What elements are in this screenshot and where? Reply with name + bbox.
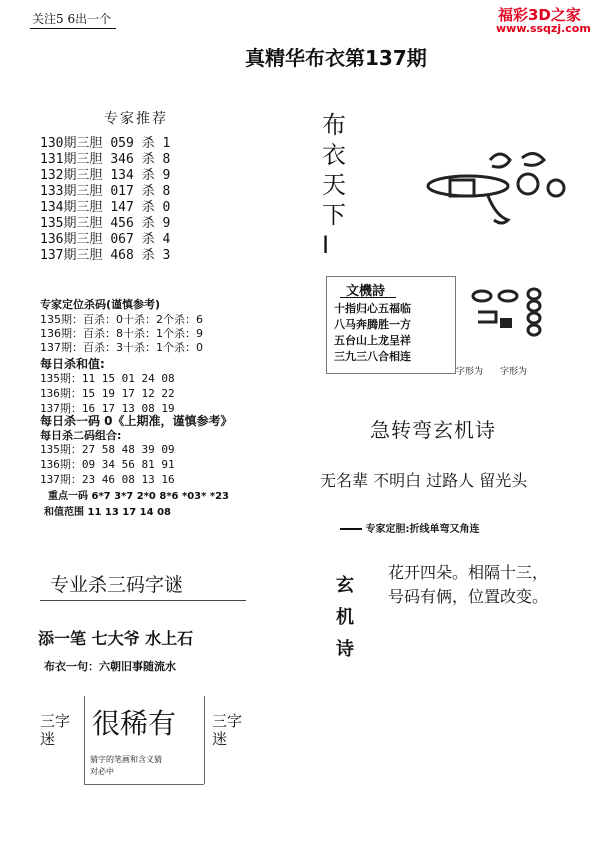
urgent-phrase: 无名辈 不明白 过路人 留光头 xyxy=(320,471,528,490)
riddle-line: 添一笔 七大爷 水上石 xyxy=(38,629,194,648)
main-title: 真精华布衣第137期 xyxy=(245,46,427,70)
wenji-title-underline xyxy=(340,297,396,298)
expert-dan-line: 专家定胆:折线单弯又角连 xyxy=(340,520,479,535)
positioning-heading: 专家定位杀码(谨慎参考) xyxy=(40,298,161,311)
riddle-heading: 专业杀三码字谜 xyxy=(50,574,184,596)
wenji-line: 八马奔腾胜一方 xyxy=(334,318,411,331)
expert-row: 136期三胆 067 杀 4 xyxy=(40,232,171,247)
expert-row: 133期三胆 017 杀 8 xyxy=(40,184,171,199)
glyph-stroke xyxy=(488,196,508,223)
expert-row: 137期三胆 468 杀 3 xyxy=(40,248,171,263)
wenji-caption-left: 字形为 xyxy=(456,367,484,377)
positioning-row: 136期：百杀：8十杀：1个杀：9 xyxy=(40,327,203,340)
buyi-tianxia-vertical: 布衣天下I xyxy=(322,111,346,259)
dash-divider xyxy=(340,528,362,530)
glyph-stroke xyxy=(548,180,564,196)
riddle-box-right-rule xyxy=(204,696,205,784)
watermark-url: www.ssqzj.com xyxy=(496,22,591,35)
expert-row: 132期三胆 134 杀 9 xyxy=(40,168,171,183)
two-code-row: 137期：23 46 08 13 16 xyxy=(40,473,175,486)
sum-range: 和值范围 11 13 17 14 08 xyxy=(44,507,171,518)
expert-row: 135期三胆 456 杀 9 xyxy=(40,216,171,231)
glyph-stroke xyxy=(450,180,474,196)
watermark-title: 福彩3D之家 xyxy=(498,6,581,24)
glyph-stroke xyxy=(528,313,540,323)
urgent-title: 急转弯玄机诗 xyxy=(370,418,496,442)
xuanji-line2: 号码有俩，位置改变。 xyxy=(388,587,549,606)
glyph-stroke xyxy=(478,312,496,322)
focus-one-code: 重点一码 6*7 3*7 2*0 8*6 *03* *23 xyxy=(48,491,229,502)
right-riddle-tag: 三字迷 xyxy=(212,712,243,748)
glyph-stroke xyxy=(473,291,491,301)
top-left-underline xyxy=(30,28,116,29)
wenji-title: 文機詩 xyxy=(346,284,386,299)
expert-row: 130期三胆 059 杀 1 xyxy=(40,136,171,151)
two-code-row: 136期：09 34 56 81 91 xyxy=(40,458,175,471)
glyph-stroke xyxy=(522,153,544,165)
glyph-stroke xyxy=(528,289,540,299)
sums-row: 137期：16 17 13 08 19 xyxy=(40,402,175,415)
riddle-hint-line2: 对必中 xyxy=(90,767,114,776)
riddle-box-left-rule xyxy=(84,696,85,784)
one-code-heading: 每日杀一码 0《上期准，谨慎参考》 xyxy=(40,414,233,428)
positioning-row: 137期：百杀：3十杀：1个杀：0 xyxy=(40,341,203,354)
left-riddle-tag: 三字迷 xyxy=(40,712,71,748)
glyph-art-top xyxy=(410,140,580,230)
wenji-caption-right: 字形为 xyxy=(500,367,528,377)
expert-table xyxy=(40,132,220,262)
wenji-line: 十指归心五福临 xyxy=(334,302,411,315)
sums-row: 135期：11 15 01 24 08 xyxy=(40,372,175,385)
glyph-stroke xyxy=(518,174,538,194)
glyph-stroke xyxy=(499,291,517,301)
glyph-stroke xyxy=(490,154,510,167)
glyph-art-middle xyxy=(468,286,558,346)
wenji-line: 三九三八合相连 xyxy=(334,350,411,363)
sums-heading: 每日杀和值: xyxy=(40,357,105,371)
big-riddle-word: 很稀有 xyxy=(92,707,177,740)
riddle-box-bottom-rule xyxy=(84,784,204,785)
top-left-note: 关注5 6出一个 xyxy=(32,12,112,26)
riddle-underline xyxy=(40,600,246,601)
expert-heading: 专家推荐 xyxy=(104,111,168,127)
expert-row: 131期三胆 346 杀 8 xyxy=(40,152,171,167)
riddle-hint-line1: 猜字的笔画和含义猜 xyxy=(90,755,162,764)
two-code-heading: 每日杀二码组合: xyxy=(40,429,122,442)
glyph-stroke xyxy=(500,318,512,328)
expert-row: 134期三胆 147 杀 0 xyxy=(40,200,171,215)
glyph-stroke xyxy=(528,325,540,335)
buyi-sentence: 布衣一句：六朝旧事随流水 xyxy=(44,660,176,673)
wenji-line: 五台山上龙呈祥 xyxy=(334,334,411,347)
two-code-row: 135期：27 58 48 39 09 xyxy=(40,443,175,456)
sums-row: 136期：15 19 17 12 22 xyxy=(40,387,175,400)
glyph-stroke xyxy=(528,301,540,311)
xuanji-line1: 花开四朵。相隔十三， xyxy=(388,563,549,582)
positioning-row: 135期：百杀：0十杀：2个杀：6 xyxy=(40,313,203,326)
xuanji-vertical-title: 玄机诗 xyxy=(336,575,354,660)
